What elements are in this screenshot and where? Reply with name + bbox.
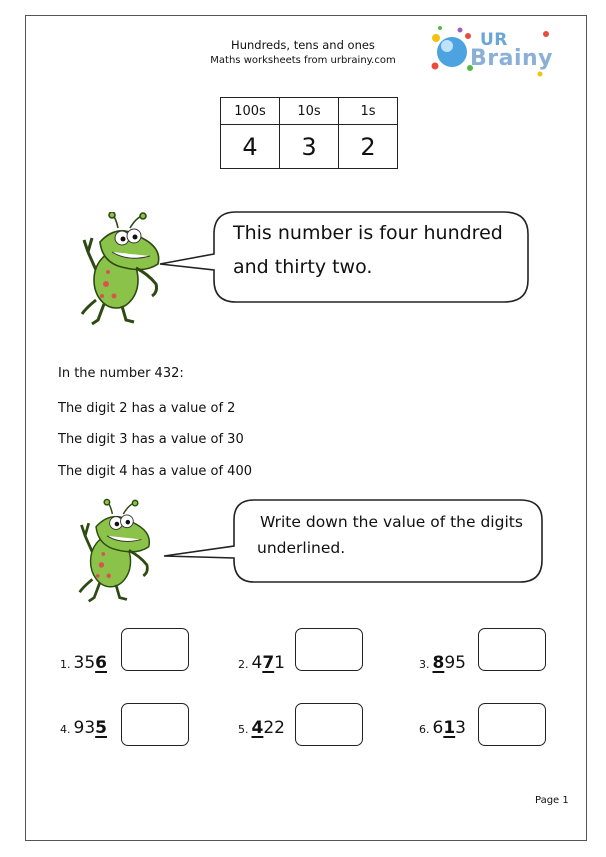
worksheet-title: Hundreds, tens and ones [231,38,375,52]
answer-box-5[interactable] [295,703,363,746]
explanation-intro: In the number 432: [58,366,184,381]
answer-box-6[interactable] [478,703,546,746]
underlined-digit: 4 [251,718,264,738]
question-3: 3. 895 [419,653,466,673]
question-1: 1. 356 [60,653,107,673]
answer-box-1[interactable] [121,628,189,671]
question-4: 4. 935 [60,718,107,738]
worksheet-subtitle: Maths worksheets from urbrainy.com [210,55,396,66]
explanation-line-3: The digit 4 has a value of 400 [58,464,252,479]
explanation-line-2: The digit 3 has a value of 30 [58,432,244,447]
underlined-digit: 5 [95,718,107,738]
digit-hundreds: 4 [221,125,280,169]
page-number: Page 1 [535,795,569,806]
logo-text-ur: UR [480,30,508,50]
question-2: 2. 471 [238,653,285,673]
explanation-line-1: The digit 2 has a value of 2 [58,401,236,416]
header-tens: 10s [280,98,339,125]
header-ones: 1s [339,98,398,125]
digit-tens: 3 [280,125,339,169]
underlined-digit: 7 [262,653,275,673]
underlined-digit: 6 [95,653,107,673]
question-5: 5. 422 [238,718,285,738]
bubble-2-line-1: Write down the value of the digits [260,513,523,531]
bubble-1-line-1: This number is four hundred [233,222,503,244]
bubble-2-line-2: underlined. [257,539,346,557]
underlined-digit: 1 [443,718,456,738]
question-6: 6. 613 [419,718,466,738]
place-value-table [220,97,398,169]
answer-box-3[interactable] [478,628,546,671]
bubble-1-line-2: and thirty two. [233,256,373,278]
monster-2-icon [76,494,176,614]
header-hundreds: 100s [221,98,280,125]
digit-ones: 2 [339,125,398,169]
answer-box-4[interactable] [121,703,189,746]
logo-text-brainy: Brainy [470,46,554,71]
urbrainy-logo [430,26,554,78]
underlined-digit: 8 [432,653,445,673]
answer-box-2[interactable] [295,628,363,671]
